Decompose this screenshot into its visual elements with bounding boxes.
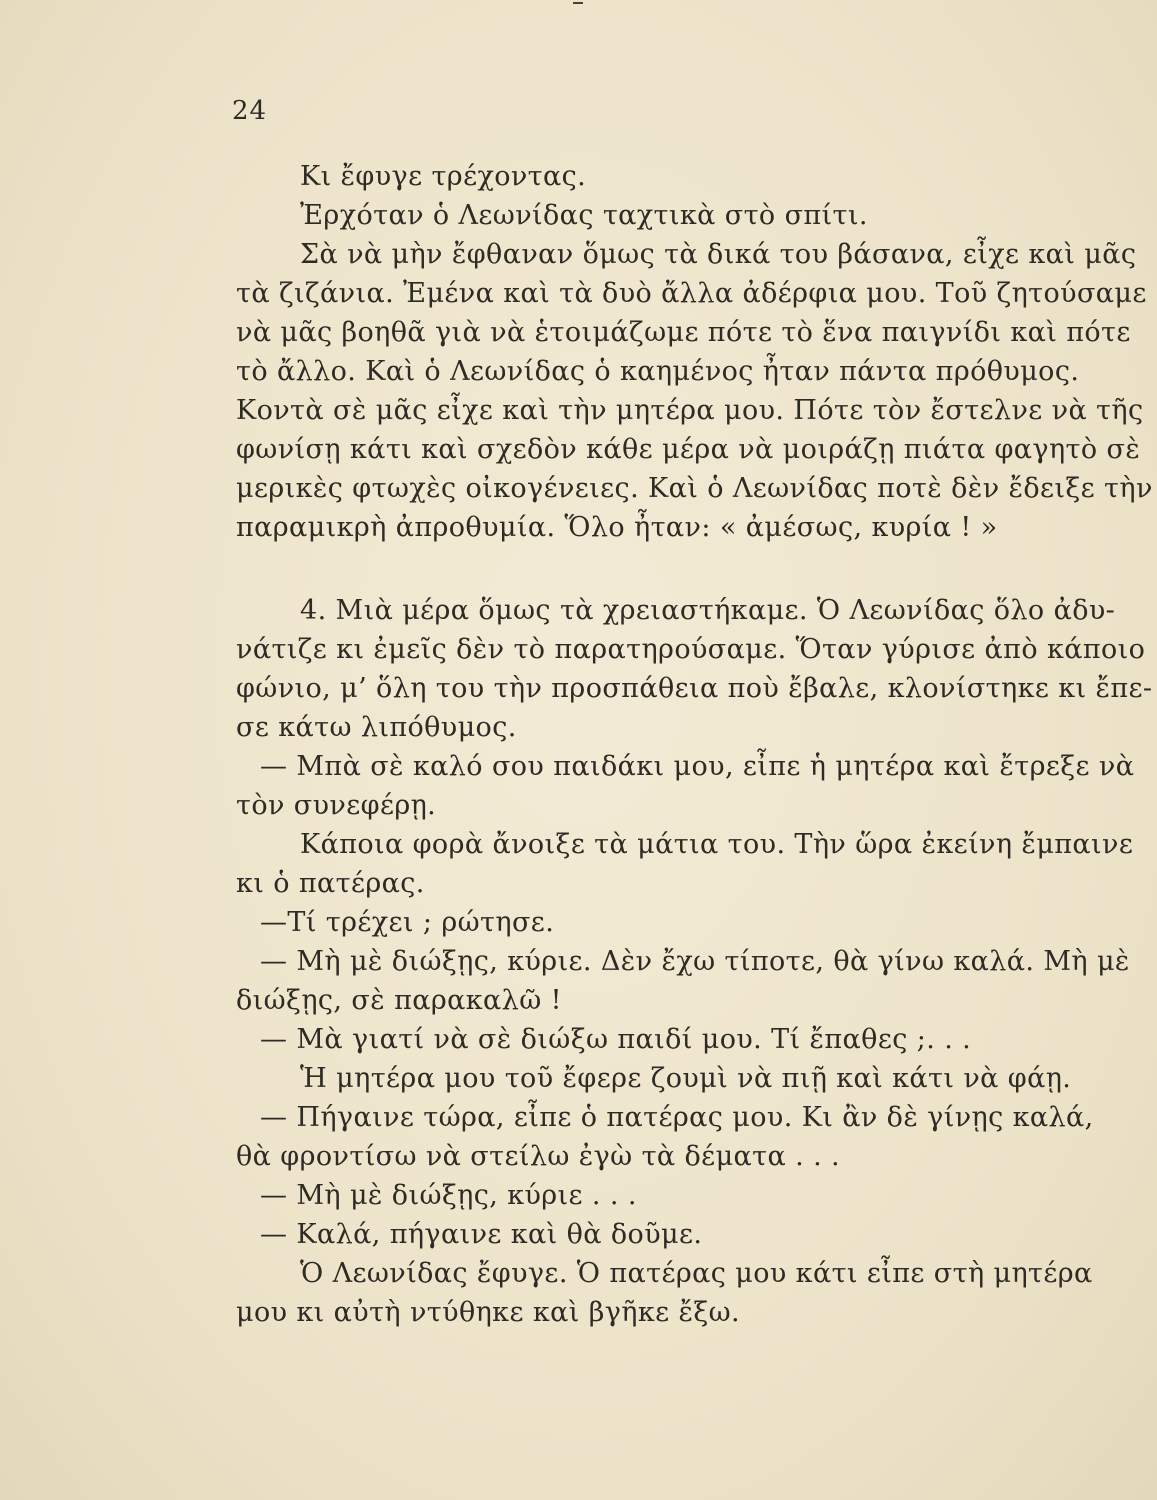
text-line: — Μπὰ σὲ καλό σου παιδάκι μου, εἶπε ἡ μητέρα καὶ ἔτρεξε νὰ [260,751,1135,782]
text-line: φωνίσῃ κάτι καὶ σχεδὸν κάθε μέρα νὰ μοιράζῃ πιάτα φαγητὸ σὲ [236,434,1141,465]
text-line: νάτιζε κι ἐμεῖς δὲν τὸ παρατηρούσαμε. Ὅταν γύρισε ἀπὸ κάποιο [236,634,1146,665]
text-line: φώνιο, μ’ ὅλη του τὴν προσπάθεια ποὺ ἔβαλε, κλονίστηκε κι ἔπε- [236,673,1153,704]
text-line: παραμικρὴ ἀπροθυμία. Ὅλο ἦταν: « ἀμέσως, κυρία ! » [236,512,998,543]
text-line: μου κι αὐτὴ ντύθηκε καὶ βγῆκε ἔξω. [236,1297,741,1328]
text-line: τὸ ἄλλο. Καὶ ὁ Λεωνίδας ὁ καημένος ἦταν πάντα πρόθυμος. [236,356,1080,387]
text-line: — Καλά, πήγαινε καὶ θὰ δοῦμε. [260,1219,703,1250]
text-line: — Πήγαινε τώρα, εἶπε ὁ πατέρας μου. Κι ἂν δὲ γίνῃς καλά, [260,1102,1094,1133]
text-line: — Μὴ μὲ διώξῃς, κύριε . . . [260,1180,637,1211]
top-edge-mark [573,2,583,4]
text-line: Ἡ μητέρα μου τοῦ ἔφερε ζουμὶ νὰ πιῇ καὶ κάτι νὰ φάῃ. [300,1063,1072,1094]
text-line: —Τί τρέχει ; ρώτησε. [260,907,555,938]
text-line: διώξῃς, σὲ παρακαλῶ ! [236,985,562,1016]
text-line: θὰ φροντίσω νὰ στείλω ἐγὼ τὰ δέματα . . . [236,1141,841,1172]
text-line: Σὰ νὰ μὴν ἔφθαναν ὅμως τὰ δικά του βάσανα, εἶχε καὶ μᾶς [300,239,1137,270]
text-line: Κάποια φορὰ ἄνοιξε τὰ μάτια του. Τὴν ὥρα ἐκείνη ἔμπαινε [300,829,1134,860]
text-line: τὸν συνεφέρῃ. [236,790,437,821]
text-line: νὰ μᾶς βοηθᾶ γιὰ νὰ ἑτοιμάζωμε πότε τὸ ἕνα παιγνίδι καὶ πότε [236,317,1131,348]
text-line: μερικὲς φτωχὲς οἰκογένειες. Καὶ ὁ Λεωνίδας ποτὲ δὲν ἔδειξε τὴν [236,473,1153,504]
text-line: — Μὰ γιατί νὰ σὲ διώξω παιδί μου. Τί ἔπαθες ;. . . [260,1024,972,1055]
text-line: — Μὴ μὲ διώξῃς, κύριε. Δὲν ἔχω τίποτε, θὰ γίνω καλά. Μὴ μὲ [260,946,1130,977]
text-line: τὰ ζιζάνια. Ἐμένα καὶ τὰ δυὸ ἄλλα ἀδέρφια μου. Τοῦ ζητούσαμε [236,278,1147,309]
text-line: σε κάτω λιπόθυμος. [236,712,517,743]
text-line: Ἐρχόταν ὁ Λεωνίδας ταχτικὰ στὸ σπίτι. [300,200,868,231]
text-line: Ὁ Λεωνίδας ἔφυγε. Ὁ πατέρας μου κάτι εἶπε στὴ μητέρα [300,1258,1093,1289]
text-line: 4. Μιὰ μέρα ὅμως τὰ χρειαστήκαμε. Ὁ Λεωνίδας ὅλο ἀδυ- [300,595,1116,626]
text-line: Κι ἔφυγε τρέχοντας. [300,161,587,192]
text-line: κι ὁ πατέρας. [236,868,425,899]
page-number: 24 [232,96,268,126]
text-line: Κοντὰ σὲ μᾶς εἶχε καὶ τὴν μητέρα μου. Πότε τὸν ἔστελνε νὰ τῆς [236,395,1144,426]
